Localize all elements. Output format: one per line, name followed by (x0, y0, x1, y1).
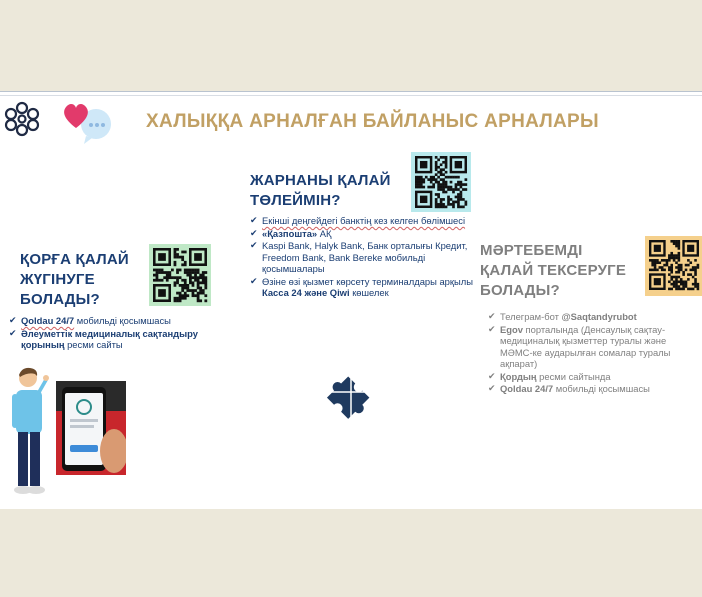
list-item: ✔ Qoldau 24/7 мобильді қосымшасы (9, 315, 171, 326)
puzzle-icon (318, 359, 384, 425)
check-icon: ✔ (250, 215, 258, 225)
phone-photo (56, 381, 126, 475)
left-heading (20, 250, 129, 310)
list-item: ✔ Әлеуметтік медициналық сақтандыру қорының ресми сайты (9, 327, 198, 350)
left-heading-line: ҚОРҒА ҚАЛАЙ (20, 251, 129, 268)
center-heading-line: ЖАРНАНЫ ҚАЛАЙ (250, 172, 391, 189)
slide (0, 91, 702, 509)
center-heading (250, 171, 391, 211)
check-icon: ✔ (488, 323, 496, 334)
check-icon: ✔ (488, 311, 496, 321)
person-illustration (8, 366, 52, 496)
hearts-chat-icon (60, 98, 114, 148)
left-list (9, 315, 234, 352)
center-list (250, 215, 475, 300)
divider (0, 91, 702, 92)
check-icon: ✔ (9, 315, 17, 325)
check-icon: ✔ (250, 275, 258, 286)
flower-logo-icon (2, 99, 42, 139)
page-title: ХАЛЫҚҚА АРНАЛҒАН БАЙЛАНЫС АРНАЛАРЫ (146, 111, 599, 132)
list-item: ✔ Қордың ресми сайтында (488, 370, 611, 382)
list-item: ✔ Kaspi Bank, Halyk Bank, Банк орталығы Кредит, Freedom Bank, Bank Bereke мобильді қосымшалары (250, 240, 468, 274)
check-icon: ✔ (250, 240, 258, 250)
left-heading-line: ЖҮГІНУГЕ (20, 271, 95, 288)
right-heading-line: ҚАЛАЙ ТЕКСЕРУГЕ (480, 262, 627, 279)
divider (0, 95, 702, 96)
right-heading-line: МӘРТЕБЕМДІ (480, 242, 583, 259)
left-heading-line: БОЛАДЫ? (20, 291, 100, 308)
right-heading-line: БОЛАДЫ? (480, 282, 560, 299)
list-item: ✔ Egov порталында (Денсаулық сақтау-медициналық қызметтер туралы және МӘМС-ке аударылған сомалар туралы ақпарат) (488, 323, 671, 369)
list-item: ✔ Өзіне өзі қызмет көрсету терминалдары арқылы Касса 24 және Qiwi көшелек (250, 275, 473, 298)
list-item: ✔ Екінші деңгейдегі банктің кез келген бөлімшесі (250, 215, 466, 226)
right-heading (480, 241, 626, 301)
list-item: ✔ Qoldau 24/7 мобильді қосымшасы (488, 383, 650, 394)
list-item: ✔ Телеграм-бот @Saqtandyrubot (488, 311, 637, 322)
list-item: ✔ «Қазпошта» АҚ (250, 227, 332, 239)
right-list (488, 311, 693, 396)
check-icon: ✔ (488, 383, 496, 393)
qr-code-icon[interactable] (645, 236, 702, 296)
qr-code-icon[interactable] (149, 244, 211, 306)
check-icon: ✔ (488, 370, 496, 381)
center-heading-line: ТӨЛЕЙМІН? (250, 192, 341, 209)
check-icon: ✔ (9, 327, 17, 338)
qr-code-icon[interactable] (411, 152, 471, 212)
check-icon: ✔ (250, 227, 258, 238)
